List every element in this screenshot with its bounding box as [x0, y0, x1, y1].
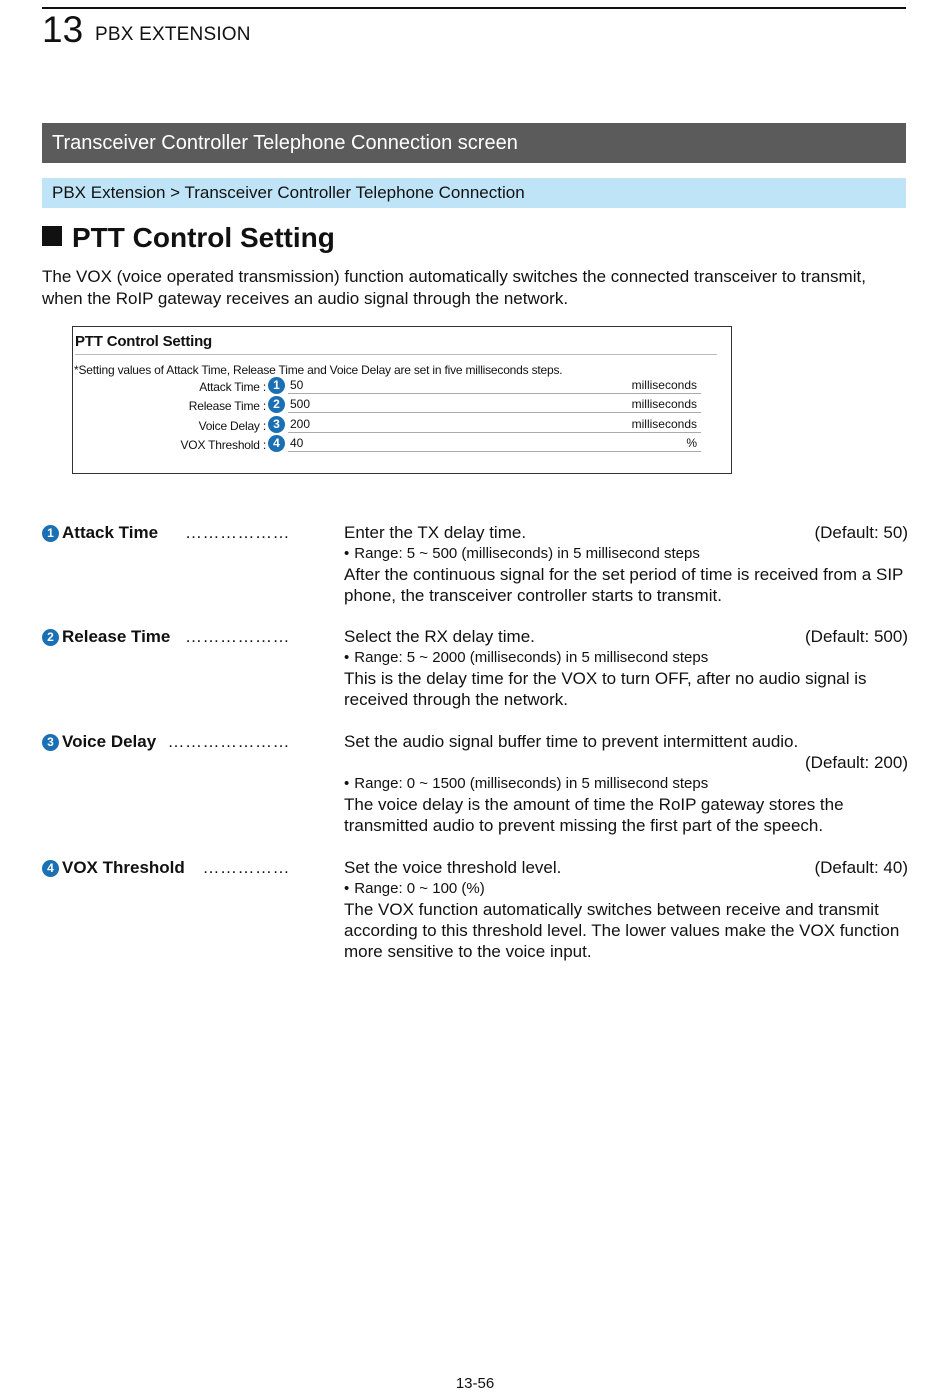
item-default: (Default: 40): [814, 858, 908, 877]
item-term-label: VOX Threshold: [62, 858, 185, 877]
section-bar: Transceiver Controller Telephone Connection screen: [42, 123, 906, 163]
setting-label: Voice Delay :: [198, 419, 266, 433]
screenshot-divider: [75, 354, 717, 355]
chapter-title: PBX EXTENSION: [95, 24, 251, 45]
item-range: [344, 543, 908, 564]
screenshot-note: *Setting values of Attack Time, Release Time and Voice Delay are set in five milliseconds steps.: [74, 363, 563, 377]
item-term-label: Attack Time: [62, 523, 159, 542]
setting-label: VOX Threshold :: [180, 438, 266, 452]
item-range: [344, 647, 908, 668]
item-range-text: Range: 5 ~ 500 (milliseconds) in 5 millisecond steps: [354, 545, 700, 562]
item-detail: The VOX function automatically switches between receive and transmit according to this threshold level. The lower values make the VOX function more sensitive to the voice input.: [344, 900, 900, 961]
page-number: 13-56: [455, 1375, 495, 1392]
bullet: •: [344, 649, 350, 666]
item-range-text: Range: 0 ~ 1500 (milliseconds) in 5 millisecond steps: [354, 775, 709, 792]
item-description: [344, 731, 908, 836]
bullet: •: [344, 775, 350, 792]
item-main-text: Set the voice threshold level.: [344, 858, 562, 877]
release-time-input[interactable]: 500: [290, 397, 311, 411]
leader-dots: ………………: [181, 522, 290, 543]
item-detail: After the continuous signal for the set period of time is received from a SIP phone, the transceiver controller starts to transmit.: [344, 565, 904, 605]
number-badge-icon: 4: [268, 435, 285, 452]
number-badge-icon: 4: [42, 860, 59, 877]
setting-unit: milliseconds: [631, 378, 697, 392]
input-underline: [288, 393, 701, 394]
item-term: [42, 522, 290, 543]
input-underline: [288, 412, 701, 413]
leader-dots: …………………: [164, 731, 291, 752]
heading-text: PTT Control Setting: [72, 222, 335, 253]
number-badge-icon: 2: [268, 396, 285, 413]
settings-screenshot: [72, 326, 732, 474]
page-heading: [42, 220, 335, 256]
item-term: [42, 857, 290, 878]
setting-row-vox-threshold: [73, 435, 733, 455]
leader-dots: ……………: [199, 857, 291, 878]
item-description: [344, 857, 908, 962]
item-detail: This is the delay time for the VOX to turn OFF, after no audio signal is received through the network.: [344, 669, 867, 709]
bullet: •: [344, 880, 350, 897]
vox-threshold-input[interactable]: 40: [290, 436, 304, 450]
item-detail: The voice delay is the amount of time the RoIP gateway stores the transmitted audio to prevent missing the first part of the speech.: [344, 795, 844, 835]
item-main-text: Enter the TX delay time.: [344, 523, 527, 542]
setting-label: Attack Time :: [199, 380, 266, 394]
item-term: [42, 731, 290, 752]
item-default: (Default: 500): [805, 627, 908, 646]
setting-row-voice-delay: [73, 416, 733, 436]
bullet: •: [344, 545, 350, 562]
item-range: [344, 773, 908, 794]
item-main-text: Select the RX delay time.: [344, 627, 535, 646]
setting-row-attack-time: [73, 377, 733, 397]
voice-delay-input[interactable]: 200: [290, 417, 311, 431]
input-underline: [288, 432, 701, 433]
input-underline: [288, 451, 701, 452]
item-term-label: Voice Delay: [62, 732, 157, 751]
chapter-number: 13: [42, 9, 84, 50]
intro-paragraph: The VOX (voice operated transmission) function automatically switches the connected transceiver to transmit, when the RoIP gateway receives an audio signal through the network.: [42, 267, 866, 308]
number-badge-icon: 3: [268, 416, 285, 433]
top-rule: [42, 7, 906, 9]
setting-label: Release Time :: [188, 399, 266, 413]
setting-row-release-time: [73, 396, 733, 416]
setting-unit: milliseconds: [631, 397, 697, 411]
heading-square-icon: [42, 226, 62, 246]
attack-time-input[interactable]: 50: [290, 378, 304, 392]
number-badge-icon: 3: [42, 734, 59, 751]
item-term-label: Release Time: [62, 627, 171, 646]
item-description: [344, 626, 908, 710]
setting-unit: milliseconds: [631, 417, 697, 431]
number-badge-icon: 2: [42, 629, 59, 646]
item-default: (Default: 50): [814, 523, 908, 542]
screenshot-title: PTT Control Setting: [75, 333, 213, 350]
item-term: [42, 626, 290, 647]
item-range-text: Range: 0 ~ 100 (%): [354, 880, 485, 897]
item-range-text: Range: 5 ~ 2000 (milliseconds) in 5 millisecond steps: [354, 649, 709, 666]
number-badge-icon: 1: [268, 377, 285, 394]
number-badge-icon: 1: [42, 525, 59, 542]
item-description: [344, 522, 908, 606]
item-range: [344, 878, 908, 899]
setting-unit: %: [686, 436, 697, 450]
item-main-text: Set the audio signal buffer time to prevent intermittent audio.: [344, 732, 799, 751]
leader-dots: ………………: [181, 626, 290, 647]
item-default: (Default: 200): [805, 753, 908, 772]
breadcrumb: PBX Extension > Transceiver Controller Telephone Connection: [42, 178, 906, 208]
